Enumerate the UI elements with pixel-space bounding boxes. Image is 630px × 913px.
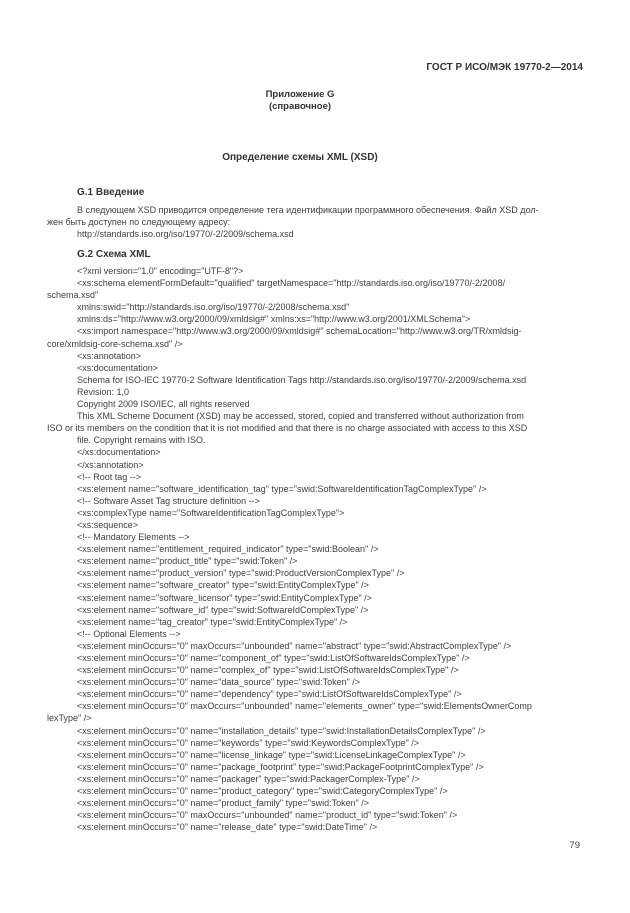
xsd-code-line: <xs:element name="entitlement_required_indicator" type="swid:Boolean" /> xyxy=(77,544,379,555)
xsd-code-line: <xs:element minOccurs="0" name="release_date" type="swid:DateTime" /> xyxy=(77,822,378,833)
xsd-code-line: </xs:documentation> xyxy=(77,447,161,458)
appendix-block xyxy=(0,89,600,113)
xsd-code-line: <xs:element minOccurs="0" name="component_of" type="swid:ListOfSoftwareIdsComplexType" /> xyxy=(77,653,470,663)
xsd-code-line: <!-- Optional Elements --> xyxy=(77,628,181,639)
section-g1-heading: G.1 Введение xyxy=(77,187,145,198)
paragraph-line: http://standards.iso.org/iso/19770/-2/2009/schema.xsd xyxy=(77,229,294,240)
xsd-code-line: <xs:element minOccurs="0" name="data_source" type="swid:Token" /> xyxy=(77,677,361,688)
xsd-code-line: <xs:element minOccurs="0" maxOccurs="unbounded" name="elements_owner" type="swid:ElementsOwnerComp xyxy=(77,701,532,712)
section-g2-heading: G.2 Схема XML xyxy=(77,249,151,260)
xsd-code-line: <xs:documentation> xyxy=(77,362,159,373)
xsd-code-line: <xs:element minOccurs="0" maxOccurs="unbounded" name="abstract" type="swid:AbstractComplexType" /> xyxy=(77,640,512,651)
xsd-code-line: <xs:sequence> xyxy=(77,519,139,530)
xsd-code-line: </xs:annotation> xyxy=(77,459,144,470)
xsd-code-line: <xs:import namespace="http://www.w3.org/2000/09/xmldsig#" schemaLocation="http://www.w3.org/TR/xmldsig- xyxy=(77,326,522,337)
page-number: 79 xyxy=(569,840,580,851)
xsd-code-line: <?xml version="1.0" encoding="UTF-8"?> xyxy=(77,266,244,276)
xsd-code-line: <xs:schema elementFormDefault="qualified" targetNamespace="http://standards.iso.org/iso/19770/-2/2008/ xyxy=(77,278,506,289)
xsd-code-line: <xs:complexType name="SoftwareIdentificationTagComplexType"> xyxy=(77,507,345,518)
xsd-code-line: ISO or its members on the condition that it is not modified and that there is no charge associated with access to this XSD xyxy=(47,423,528,434)
xsd-code-block xyxy=(47,265,617,833)
xsd-code-line: <xs:element name="product_version" type="swid:ProductVersionComplexType" /> xyxy=(77,568,405,579)
xsd-code-line: <xs:element name="software_id" type="swid:SoftwareIdComplexType" /> xyxy=(77,604,369,615)
xsd-code-line: xmlns:ds="http://www.w3.org/2000/09/xmldsig#" xmlns:xs="http://www.w3.org/2001/XMLSchema"> xyxy=(77,314,471,325)
xsd-code-line: This XML Scheme Document (XSD) may be accessed, stored, copied and transferred without authorization from xyxy=(77,411,524,422)
xsd-code-line: <!-- Software Asset Tag structure definition --> xyxy=(77,495,260,506)
xsd-code-line: <xs:element minOccurs="0" name="complex_of" type="swid:ListOfSoftwareIdsComplexType" /> xyxy=(77,665,459,676)
xsd-code-line: Copyright 2009 ISO/IEC, all rights reserved xyxy=(77,399,250,410)
xsd-code-line: Schema for ISO-IEC 19770-2 Software Identification Tags http://standards.iso.org/iso/19770/-2/2009/schema.xsd xyxy=(77,374,527,385)
xsd-code-line: <xs:annotation> xyxy=(77,350,142,361)
xsd-code-line: <xs:element minOccurs="0" name="keywords" type="swid:KeywordsComplexType" /> xyxy=(77,737,420,748)
xsd-code-line: schema.xsd" xyxy=(47,290,99,301)
xsd-code-line: <xs:element name="software_identification_tag" type="swid:SoftwareIdentificationTagComplexType" /> xyxy=(77,483,487,494)
appendix-label: Приложение G xyxy=(265,89,335,100)
page-title: Определение схемы XML (XSD) xyxy=(222,152,378,163)
xsd-code-line: <xs:element name="software_licensor" type="swid:EntityComplexType" /> xyxy=(77,592,372,603)
xsd-code-line: <xs:element minOccurs="0" name="packager" type="swid:PackagerComplex-Type" /> xyxy=(77,773,420,784)
xsd-code-line: <xs:element minOccurs="0" name="dependency" type="swid:ListOfSoftwareIdsComplexType" /> xyxy=(77,689,462,700)
xsd-code-line: <xs:element minOccurs="0" name="product_family" type="swid:Token" /> xyxy=(77,798,370,809)
xsd-code-line: lexType" /> xyxy=(47,713,92,724)
section-g1-paragraph xyxy=(47,204,607,241)
xsd-code-line: Revision: 1,0 xyxy=(77,386,130,397)
xsd-code-line: <xs:element name="product_title" type="swid:Token" /> xyxy=(77,556,298,567)
standard-designation-header: ГОСТ Р ИСО/МЭК 19770-2—2014 xyxy=(426,62,583,73)
xsd-code-line: <xs:element name="tag_creator" type="swid:EntityComplexType" /> xyxy=(77,616,348,627)
appendix-type-label: (справочное) xyxy=(268,101,332,113)
xsd-code-line: <xs:element name="software_creator" type="swid:EntityComplexType" /> xyxy=(77,580,369,591)
xsd-code-line: <!-- Mandatory Elements --> xyxy=(77,532,190,543)
xsd-code-line: <xs:element minOccurs="0" maxOccurs="unbounded" name="product_id" type="swid:Token" /> xyxy=(77,810,458,821)
xsd-code-line: file. Copyright remains with ISO. xyxy=(77,435,206,446)
xsd-code-line: <xs:element minOccurs="0" name="installation_details" type="swid:InstallationDetailsComplexType" /> xyxy=(77,725,486,736)
xsd-code-line: core/xmldsig-core-schema.xsd" /> xyxy=(47,338,183,349)
paragraph-line: В следующем XSD приводится определение тега идентификации программного обеспечения. Файл XSD дол- xyxy=(77,205,539,215)
xsd-code-line: <xs:element minOccurs="0" name="license_linkage" type="swid:LicenseLinkageComplexType" /> xyxy=(77,749,466,760)
xsd-code-line: <xs:element minOccurs="0" name="product_category" type="swid:CategoryComplexType" /> xyxy=(77,786,448,797)
xsd-code-line: xmlns:swid="http://standards.iso.org/iso/19770/-2/2008/schema.xsd" xyxy=(77,302,350,313)
paragraph-line: жен быть доступен по следующему адресу: xyxy=(47,217,231,228)
xsd-code-line: <xs:element minOccurs="0" name="package_footprint" type="swid:PackageFootprintComplexType" /> xyxy=(77,761,484,772)
xsd-code-line: <!-- Root tag --> xyxy=(77,471,142,482)
